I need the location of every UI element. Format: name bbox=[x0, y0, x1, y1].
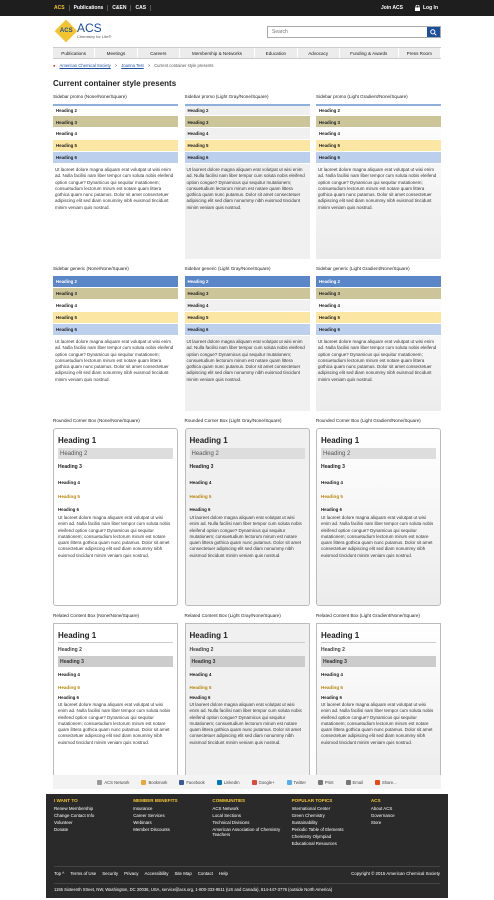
heading-4: Heading 4 bbox=[185, 300, 310, 312]
heading-5: Heading 5 bbox=[185, 312, 310, 324]
section-label: Sidebar promo (Light Gradient/None/Square) bbox=[316, 94, 408, 99]
heading-4: Heading 4 bbox=[53, 300, 178, 312]
site-header bbox=[0, 16, 494, 47]
heading-2: Heading 2 bbox=[185, 276, 310, 288]
section-label: Rounded Corner Box (Light Gradient/None/Square) bbox=[316, 418, 421, 423]
search-box bbox=[267, 26, 441, 38]
section-label: Sidebar promo (Light Gray/None/Square) bbox=[184, 94, 269, 99]
facebook-icon bbox=[179, 780, 184, 785]
heading-6: Heading 6 bbox=[321, 695, 342, 700]
heading-3: Heading 3 bbox=[58, 464, 82, 470]
logo-name: ACS bbox=[77, 21, 102, 35]
heading-6: Heading 6 bbox=[189, 695, 211, 700]
footer-bottom-link[interactable]: Top ^ bbox=[54, 871, 65, 876]
heading-5: Heading 5 bbox=[316, 140, 441, 152]
print-icon bbox=[318, 780, 323, 785]
footer-links bbox=[54, 866, 440, 876]
section-label: Rounded Corner Box (Light Gray/None/Square) bbox=[184, 418, 282, 423]
footer-link[interactable]: Donate bbox=[54, 827, 69, 832]
search-input[interactable] bbox=[268, 27, 427, 37]
share-facebook[interactable]: Facebook bbox=[179, 780, 204, 785]
content-column bbox=[53, 94, 178, 780]
footer-address: 1155 Sixteenth Street, NW, Washington, DC 20036, USA, service@acs.org, 1-800-333-9511 (US and Canada), 614-447-3776 (outside North America) bbox=[54, 883, 440, 892]
heading-6: Heading 6 bbox=[316, 324, 441, 336]
footer-link[interactable]: Green Chemistry bbox=[291, 813, 325, 818]
heading-3: Heading 3 bbox=[185, 116, 310, 128]
top-link-cen[interactable]: C&EN bbox=[108, 5, 131, 11]
heading-3: Heading 3 bbox=[316, 288, 441, 300]
footer-link[interactable]: Insurance bbox=[133, 806, 153, 811]
heading-6: Heading 6 bbox=[53, 152, 178, 164]
share-linkedin[interactable]: LinkedIn bbox=[217, 780, 240, 785]
twitter-icon bbox=[287, 780, 292, 785]
bookmark-icon bbox=[141, 780, 146, 785]
heading-6: Heading 6 bbox=[185, 152, 310, 164]
footer-column-title: POPULAR TOPICS bbox=[291, 798, 333, 803]
nav-press-room[interactable]: Press Room bbox=[399, 48, 441, 58]
related-content-box bbox=[185, 623, 310, 780]
page-title: Current container style presents bbox=[53, 79, 177, 88]
footer-column bbox=[292, 798, 361, 848]
share-bookmark[interactable]: Bookmark bbox=[141, 780, 167, 785]
email-icon bbox=[346, 780, 351, 785]
content-column bbox=[316, 94, 441, 780]
heading-3: Heading 3 bbox=[189, 464, 214, 470]
share-more[interactable]: Share... bbox=[375, 780, 397, 785]
search-icon bbox=[430, 29, 437, 36]
footer-link[interactable]: Renew Membership bbox=[54, 806, 94, 811]
footer-link[interactable]: Career Services bbox=[133, 813, 165, 818]
breadcrumb-current: Current container style presents bbox=[154, 63, 214, 68]
body-text: Ut laoreet dolore magna aliquam erat volutpat ut wisi enim ad. Nulla facilisi nam liber tempor cum soluta nobis eleifend option congue? Dynamicus qui sequitur mutationem; consuetudium lectorum mirum est notare quam littera gothica quam nunc putamus. Dolor sit amet consectetuer adipiscing elit sed diam nonummy nibh euismod tincidunt minim veniam quis nostrud. bbox=[321, 702, 434, 745]
footer-link[interactable]: About ACS bbox=[370, 806, 393, 811]
heading-2: Heading 2 bbox=[190, 448, 305, 459]
heading-1: Heading 1 bbox=[58, 436, 97, 445]
footer-column-title: COMMUNITIES bbox=[212, 798, 246, 803]
breadcrumb-acs[interactable]: American Chemical Society bbox=[59, 63, 111, 68]
footer-column-title: ACS bbox=[370, 798, 381, 803]
footer-link[interactable]: American Association of Chemistry Teachers bbox=[212, 827, 281, 837]
share-twitter[interactable]: Twitter bbox=[287, 780, 306, 785]
heading-6: Heading 6 bbox=[185, 324, 310, 336]
related-content-box bbox=[316, 623, 441, 780]
footer-bottom-link[interactable]: Terms of Use bbox=[70, 871, 97, 876]
body-text: Ut laoreet dolore magna aliquam erat volutpat ut wisi enim ad. Nulla facilisi nam liber tempor cum soluta nobis eleifend option congue? Dynamicus qui sequitur mutationem; consuetudium lectorum mirum est notare quam littera gothica quam nunc putamus. Dolor sit amet consectetuer adipiscing elit sed diam nonummy nibh euismod tincidunt minim veniam quis nostrud. bbox=[318, 167, 437, 210]
footer-link[interactable]: Change Contact Info bbox=[54, 813, 95, 818]
heading-2: Heading 2 bbox=[185, 104, 310, 116]
heading-4: Heading 4 bbox=[189, 672, 212, 677]
section-label: Related Content Box (Light Gradient/None/Square) bbox=[316, 613, 420, 618]
rounded-corner-box bbox=[316, 428, 441, 606]
site-footer bbox=[46, 794, 448, 898]
footer-link[interactable]: Local Sections bbox=[212, 813, 241, 818]
footer-link[interactable]: Educational Resources bbox=[291, 841, 337, 846]
footer-bottom-link[interactable]: Help bbox=[218, 871, 228, 876]
sidebar-promo-box bbox=[185, 104, 310, 259]
google-plus-icon bbox=[252, 780, 257, 785]
nav-publications[interactable]: Publications bbox=[53, 48, 95, 58]
heading-5: Heading 5 bbox=[53, 140, 178, 152]
heading-6: Heading 6 bbox=[58, 506, 79, 512]
heading-3: Heading 3 bbox=[53, 288, 178, 300]
section-label: Rounded Corner Box (None/None/Square) bbox=[53, 418, 140, 423]
body-text: Ut laoreet dolore magna aliquam erat volutpat ut wisi enim ad. Nulla facilisi nam liber tempor cum soluta nobis eleifend option congue? Dynamicus qui sequitur mutationem; consuetudium lectorum mirum est notare quam littera gothica quam nunc putamus. Dolor sit amet consectetuer adipiscing elit sed diam nonummy nibh euismod tincidunt minim veniam quis nostrud. bbox=[189, 702, 302, 745]
section-label: Sidebar generic (Light Gradient/None/Square) bbox=[316, 266, 410, 271]
related-content-box bbox=[53, 623, 178, 780]
heading-4: Heading 4 bbox=[316, 300, 441, 312]
acs-logo[interactable] bbox=[58, 23, 111, 39]
body-text: Ut laoreet dolore magna aliquam erat volutpat ut wisi enim ad. Nulla facilisi nam liber tempor cum soluta nobis eleifend option congue? Dynamicus qui sequitur mutationem; consuetudium lectorum mirum est notare quam littera gothica quam nunc putamus. Dolor sit amet consectetuer adipiscing elit sed diam nonummy nibh euismod tincidunt minim veniam quis nostrud. bbox=[321, 515, 434, 558]
heading-5: Heading 5 bbox=[53, 312, 178, 324]
footer-column-title: MEMBER BENEFITS bbox=[133, 798, 178, 803]
heading-1: Heading 1 bbox=[58, 628, 173, 643]
main-nav bbox=[53, 47, 441, 59]
heading-5: Heading 5 bbox=[189, 494, 212, 499]
heading-4: Heading 4 bbox=[58, 672, 80, 677]
footer-link[interactable]: Volunteer bbox=[54, 820, 73, 825]
breadcrumb: ● American Chemical Society > Joanna Test > Current container style presents bbox=[53, 63, 214, 68]
body-text: Ut laoreet dolore magna aliquam erat volutpat ut wisi enim ad. Nulla facilisi nam liber tempor cum soluta nobis eleifend option congue? Dynamicus qui sequitur mutationem; consuetudium lectorum mirum est notare quam littera gothica quam nunc putamus. Dolor sit amet consectetuer adipiscing elit sed diam nonummy nibh euismod tincidunt minim veniam quis nostrud. bbox=[58, 515, 171, 558]
share-bar bbox=[53, 775, 441, 789]
acs-network-icon bbox=[97, 780, 102, 785]
sidebar-generic-box bbox=[316, 276, 441, 411]
heading-4: Heading 4 bbox=[53, 128, 178, 140]
heading-1: Heading 1 bbox=[321, 628, 436, 643]
search-button[interactable] bbox=[427, 27, 440, 37]
body-text: Ut laoreet dolore magna aliquam erat volutpat ut wisi enim ad. Nulla facilisi nam liber tempor cum soluta nobis eleifend option congue? Dynamicus qui sequitur mutationem; consuetudium lectorum mirum est notare quam littera gothica quam nunc putamus. Dolor sit amet consectetuer adipiscing elit sed diam nonummy nibh euismod tincidunt minim veniam quis nostrud. bbox=[186, 167, 305, 210]
breadcrumb-joanna[interactable]: Joanna Test bbox=[121, 63, 144, 68]
heading-5: Heading 5 bbox=[316, 312, 441, 324]
footer-column bbox=[212, 798, 281, 848]
share-google[interactable]: Google+ bbox=[252, 780, 275, 785]
body-text: Ut laoreet dolore magna aliquam erat volutpat ut wisi enim ad. Nulla facilisi nam liber tempor cum soluta nobis eleifend option congue? Dynamicus qui sequitur mutationem; consuetudium lectorum mirum est notare quam littera gothica quam nunc putamus. Dolor sit amet consectetuer adipiscing elit sed diam nonummy nibh euismod tincidunt minim veniam quis nostrud. bbox=[189, 515, 302, 558]
heading-2: Heading 2 bbox=[53, 104, 178, 116]
heading-2: Heading 2 bbox=[316, 104, 441, 116]
heading-1: Heading 1 bbox=[321, 436, 360, 445]
share-print[interactable]: Print bbox=[318, 780, 334, 785]
top-link-cas[interactable]: CAS bbox=[131, 5, 151, 11]
heading-2: Heading 2 bbox=[53, 276, 178, 288]
top-link-acs[interactable]: ACS bbox=[50, 5, 70, 11]
share-acs-network[interactable]: ACS Network bbox=[97, 780, 129, 785]
heading-6: Heading 6 bbox=[321, 506, 342, 512]
home-icon: ● bbox=[53, 63, 56, 68]
footer-link[interactable]: Technical Divisions bbox=[212, 820, 250, 825]
footer-bottom-link[interactable]: Site Map bbox=[174, 871, 192, 876]
heading-3: Heading 3 bbox=[316, 116, 441, 128]
heading-5: Heading 5 bbox=[321, 494, 343, 499]
section-label: Sidebar generic (None/None/Square) bbox=[53, 266, 129, 271]
lock-icon bbox=[415, 5, 420, 11]
heading-3: Heading 3 bbox=[53, 116, 178, 128]
heading-4: Heading 4 bbox=[321, 672, 343, 677]
content-column bbox=[185, 94, 310, 780]
heading-5: Heading 5 bbox=[58, 494, 80, 499]
heading-2: Heading 2 bbox=[58, 448, 173, 459]
share-icon bbox=[375, 780, 380, 785]
heading-1: Heading 1 bbox=[189, 436, 228, 445]
heading-5: Heading 5 bbox=[185, 140, 310, 152]
rounded-corner-box bbox=[185, 428, 310, 606]
footer-link[interactable]: Sustainability bbox=[291, 820, 318, 825]
heading-6: Heading 6 bbox=[58, 695, 79, 700]
nav-careers[interactable]: Careers bbox=[138, 48, 180, 58]
sidebar-generic-box bbox=[53, 276, 178, 411]
heading-3: Heading 3 bbox=[58, 656, 173, 667]
heading-5: Heading 5 bbox=[189, 685, 212, 690]
copyright: Copyright © 2015 American Chemical Society bbox=[351, 871, 440, 876]
body-text: Ut laoreet dolore magna aliquam erat volutpat ut wisi enim ad. Nulla facilisi nam liber tempor cum soluta nobis eleifend option congue? Dynamicus qui sequitur mutationem; consuetudium lectorum mirum est notare quam littera gothica quam nunc putamus. Dolor sit amet consectetuer adipiscing elit sed diam nonummy nibh euismod tincidunt minim veniam quis nostrud. bbox=[55, 167, 174, 210]
heading-2: Heading 2 bbox=[58, 646, 82, 653]
body-text: Ut laoreet dolore magna aliquam erat volutpat ut wisi enim ad. Nulla facilisi nam liber tempor cum soluta nobis eleifend option congue? Dynamicus qui sequitur mutationem; consuetudium lectorum mirum est notare quam littera gothica quam nunc putamus. Dolor sit amet consectetuer adipiscing elit sed diam nonummy nibh euismod tincidunt minim veniam quis nostrud. bbox=[186, 339, 305, 382]
nav-membership[interactable]: Membership & Networks bbox=[180, 48, 255, 58]
heading-4: Heading 4 bbox=[189, 480, 212, 485]
heading-3: Heading 3 bbox=[321, 464, 345, 470]
heading-6: Heading 6 bbox=[316, 152, 441, 164]
heading-2: Heading 2 bbox=[321, 646, 345, 653]
logo-tagline: Chemistry for Life® bbox=[77, 34, 112, 39]
join-acs-link[interactable]: Join ACS bbox=[380, 5, 403, 11]
section-label: Related Content Box (Light Gray/None/Square) bbox=[184, 613, 281, 618]
logo-mark: ACS bbox=[55, 20, 78, 43]
footer-link[interactable]: Webinars bbox=[133, 820, 152, 825]
linkedin-icon bbox=[217, 780, 222, 785]
heading-6: Heading 6 bbox=[53, 324, 178, 336]
body-text: Ut laoreet dolore magna aliquam erat volutpat ut wisi enim ad. Nulla facilisi nam liber tempor cum soluta nobis eleifend option congue? Dynamicus qui sequitur mutationem; consuetudium lectorum mirum est notare quam littera gothica quam nunc putamus. Dolor sit amet consectetuer adipiscing elit sed diam nonummy nibh euismod tincidunt minim veniam quis nostrud. bbox=[318, 339, 437, 382]
footer-link[interactable]: International Center bbox=[291, 806, 331, 811]
body-text: Ut laoreet dolore magna aliquam erat volutpat ut wisi enim ad. Nulla facilisi nam liber tempor cum soluta nobis eleifend option congue? Dynamicus qui sequitur mutationem; consuetudium lectorum mirum est notare quam littera gothica quam nunc putamus. Dolor sit amet consectetuer adipiscing elit sed diam nonummy nibh euismod tincidunt minim veniam quis nostrud. bbox=[58, 702, 171, 745]
footer-link[interactable]: Governance bbox=[370, 813, 395, 818]
heading-2: Heading 2 bbox=[189, 646, 214, 653]
login-link[interactable] bbox=[409, 5, 444, 11]
section-label: Sidebar promo (None/None/Square) bbox=[53, 94, 127, 99]
footer-bottom-link[interactable]: Privacy bbox=[124, 871, 139, 876]
nav-advocacy[interactable]: Advocacy bbox=[298, 48, 340, 58]
content-columns bbox=[53, 94, 441, 780]
nav-meetings[interactable]: Meetings bbox=[95, 48, 137, 58]
footer-column bbox=[54, 798, 123, 848]
footer-link[interactable]: Periodic Table of Elements bbox=[291, 827, 344, 832]
sidebar-promo-box bbox=[316, 104, 441, 259]
sidebar-promo-box bbox=[53, 104, 178, 259]
rounded-corner-box bbox=[53, 428, 178, 606]
heading-4: Heading 4 bbox=[185, 128, 310, 140]
login-label: Log In bbox=[423, 5, 438, 11]
sidebar-generic-box bbox=[185, 276, 310, 411]
footer-bottom-link[interactable]: Accessibility bbox=[144, 871, 169, 876]
top-link-publications[interactable]: Publications bbox=[70, 5, 109, 11]
footer-link[interactable]: Member Discounts bbox=[133, 827, 170, 832]
footer-link[interactable]: Chemistry Olympiad bbox=[291, 834, 332, 839]
top-bar bbox=[0, 0, 494, 16]
heading-4: Heading 4 bbox=[316, 128, 441, 140]
footer-column-title: I WANT TO bbox=[54, 798, 78, 803]
footer-link[interactable]: Store bbox=[370, 820, 382, 825]
nav-funding[interactable]: Funding & Awards bbox=[340, 48, 399, 58]
footer-bottom-link[interactable]: Contact bbox=[197, 871, 213, 876]
nav-education[interactable]: Education bbox=[255, 48, 297, 58]
heading-2: Heading 2 bbox=[321, 448, 436, 459]
heading-3: Heading 3 bbox=[321, 656, 436, 667]
footer-bottom-link[interactable]: Security bbox=[102, 871, 119, 876]
heading-1: Heading 1 bbox=[190, 628, 305, 643]
footer-column bbox=[133, 798, 202, 848]
heading-4: Heading 4 bbox=[321, 480, 343, 485]
heading-5: Heading 5 bbox=[58, 685, 80, 690]
footer-link[interactable]: ACS Network bbox=[212, 806, 239, 811]
heading-3: Heading 3 bbox=[190, 656, 305, 667]
footer-column bbox=[371, 798, 440, 848]
heading-4: Heading 4 bbox=[58, 480, 80, 485]
heading-6: Heading 6 bbox=[189, 506, 211, 512]
heading-3: Heading 3 bbox=[185, 288, 310, 300]
section-label: Related Content Box (None/None/Square) bbox=[53, 613, 140, 618]
body-text: Ut laoreet dolore magna aliquam erat volutpat ut wisi enim ad. Nulla facilisi nam liber tempor cum soluta nobis eleifend option congue? Dynamicus qui sequitur mutationem; consuetudium lectorum mirum est notare quam littera gothica quam nunc putamus. Dolor sit amet consectetuer adipiscing elit sed diam nonummy nibh euismod tincidunt minim veniam quis nostrud. bbox=[55, 339, 174, 382]
heading-2: Heading 2 bbox=[316, 276, 441, 288]
heading-5: Heading 5 bbox=[321, 685, 343, 690]
share-email[interactable]: Email bbox=[346, 780, 363, 785]
section-label: Sidebar generic (Light Gray/None/Square) bbox=[184, 266, 271, 271]
